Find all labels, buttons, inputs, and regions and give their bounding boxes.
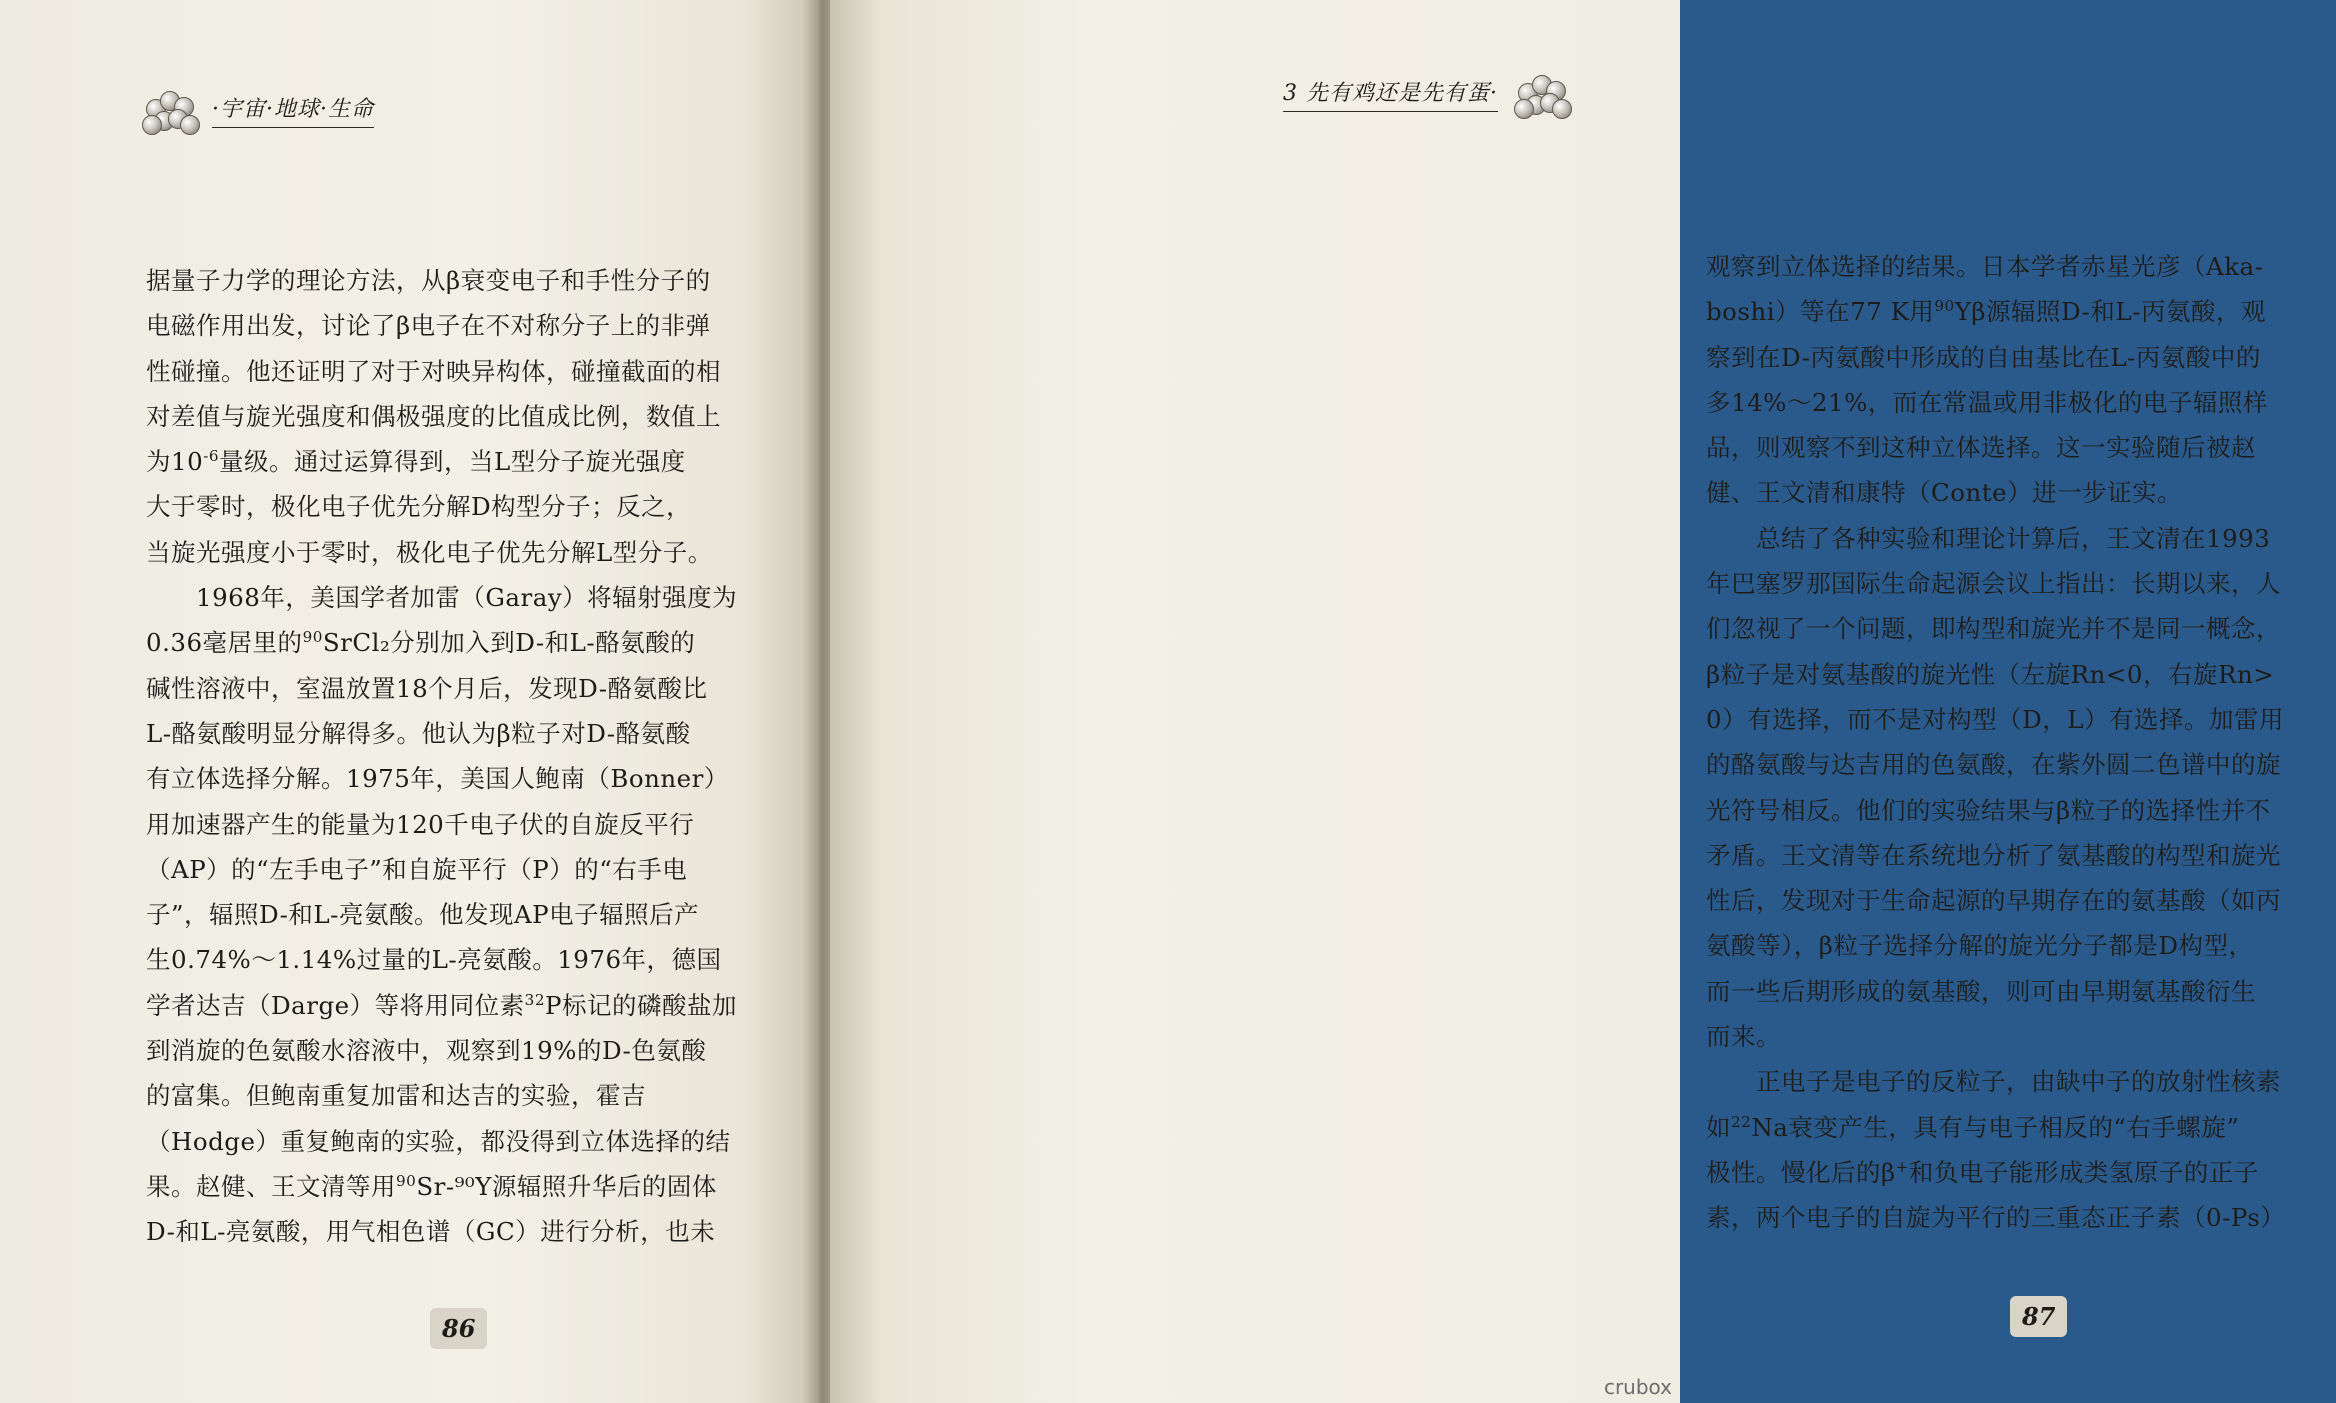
text-line: 对差值与旋光强度和偶极强度的比值成比例，数值上 xyxy=(146,401,721,431)
text-line: 子”，辐照D-和L-亮氨酸。他发现AP电子辐照后产 xyxy=(146,900,700,930)
text-line: 如$^{22}$Na衰变产生，具有与电子相反的“右手螺旋” xyxy=(1706,1112,2240,1142)
text-line: 健、王文清和康特（Conte）进一步证实。 xyxy=(1706,478,2183,508)
text-line: 果。赵健、王文清等用$^{90}$Sr-⁹⁰Y源辐照升华后的固体 xyxy=(146,1171,717,1201)
text-line: boshi）等在77 K用$^{90}$Yβ源辐照D-和L-丙氨酸，观 xyxy=(1706,297,2266,327)
right-page-header xyxy=(1283,64,1570,124)
left-page-header xyxy=(140,80,374,140)
text-line: 性后，发现对于生命起源的早期存在的氨基酸（如丙 xyxy=(1706,886,2281,916)
text-line: 当旋光强度小于零时，极化电子优先分解L型分子。 xyxy=(146,537,713,567)
text-line: 总结了各种实验和理论计算后，王文清在1993 xyxy=(1756,523,2271,553)
right-page xyxy=(830,0,2286,1403)
text-line: 素，两个电子的自旋为平行的三重态正子素（0-Ps） xyxy=(1706,1203,2286,1233)
text-line: 电磁作用出发，讨论了β电子在不对称分子上的非弹 xyxy=(146,311,711,341)
text-line: （Hodge）重复鲍南的实验，都没得到立体选择的结 xyxy=(146,1126,731,1156)
text-line: （AP）的“左手电子”和自旋平行（P）的“右手电 xyxy=(146,854,688,884)
molecule-ornament-icon xyxy=(140,83,198,137)
text-line: 品，则观察不到这种立体选择。这一实验随后被赵 xyxy=(1706,433,2256,463)
text-line: 极性。慢化后的β+和负电子能形成类氢原子的正子 xyxy=(1706,1157,2259,1187)
text-line: 0.36毫居里的$^{90}$SrCl₂分别加入到D-和L-酪氨酸的 xyxy=(146,628,696,658)
page-number: 87 xyxy=(2010,1296,2067,1337)
text-line: 学者达吉（Darge）等将用同位素$^{32}$P标记的磷酸盐加 xyxy=(146,990,737,1020)
text-line: 的富集。但鲍南重复加雷和达吉的实验，霍吉 xyxy=(146,1081,646,1111)
text-line: 碱性溶液中，室温放置18个月后，发现D-酪氨酸比 xyxy=(146,673,708,703)
text-line: 多14%～21%，而在常温或用非极化的电子辐照样 xyxy=(1706,387,2268,417)
text-line: 正电子是电子的反粒子，由缺中子的放射性核素 xyxy=(1756,1067,2281,1097)
text-line: 而来。 xyxy=(1706,1022,1781,1052)
text-line: 1968年，美国学者加雷（Garay）将辐射强度为 xyxy=(196,583,738,613)
page-number: 86 xyxy=(430,1308,487,1349)
text-line: 观察到立体选择的结果。日本学者赤星光彦（Aka- xyxy=(1706,252,2264,281)
text-line: D-和L-亮氨酸，用气相色谱（GC）进行分析，也未 xyxy=(146,1217,716,1247)
right-body-text xyxy=(1706,244,2336,1241)
text-line: 用加速器产生的能量为120千电子伏的自旋反平行 xyxy=(146,809,695,839)
left-page xyxy=(0,0,810,1403)
left-body-text xyxy=(146,258,766,1255)
text-line: 光符号相反。他们的实验结果与β粒子的选择性并不 xyxy=(1706,795,2271,825)
running-header: ·宇宙·地球·生命 xyxy=(212,92,374,128)
text-line: L-酪氨酸明显分解得多。他认为β粒子对D-酪氨酸 xyxy=(146,718,691,748)
text-line: 有立体选择分解。1975年，美国人鲍南（Bonner） xyxy=(146,764,729,794)
text-line: 而一些后期形成的氨基酸，则可由早期氨基酸衍生 xyxy=(1706,976,2256,1006)
text-line: 0）有选择，而不是对构型（D，L）有选择。加雷用 xyxy=(1706,704,2284,734)
text-line: 年巴塞罗那国际生命起源会议上指出：长期以来，人 xyxy=(1706,569,2281,599)
text-line: β粒子是对氨基酸的旋光性（左旋Rn<0，右旋Rn> xyxy=(1706,659,2275,689)
text-line: 为$10^{-6}$量级。通过运算得到，当L型分子旋光强度 xyxy=(146,447,686,477)
text-line: 矛盾。王文清等在系统地分析了氨基酸的构型和旋光 xyxy=(1706,840,2281,870)
text-line: 察到在D-丙氨酸中形成的自由基比在L-丙氨酸中的 xyxy=(1706,342,2261,372)
molecule-ornament-icon xyxy=(1512,67,1570,121)
text-line: 们忽视了一个问题，即构型和旋光并不是同一概念， xyxy=(1706,614,2281,644)
text-line: 性碰撞。他还证明了对于对映异构体，碰撞截面的相 xyxy=(146,356,721,386)
text-line: 据量子力学的理论方法，从β衰变电子和手性分子的 xyxy=(146,266,711,295)
text-line: 氨酸等），β粒子选择分解的旋光分子都是D构型， xyxy=(1706,931,2254,961)
text-line: 生0.74%～1.14%过量的L-亮氨酸。1976年，德国 xyxy=(146,945,722,975)
watermark: crubox xyxy=(1603,1375,1672,1399)
text-line: 到消旋的色氨酸水溶液中，观察到19%的D-色氨酸 xyxy=(146,1036,707,1066)
text-line: 大于零时，极化电子优先分解D构型分子；反之， xyxy=(146,492,692,522)
running-header: 3 先有鸡还是先有蛋· xyxy=(1283,76,1498,112)
text-line: 的酪氨酸与达吉用的色氨酸，在紫外圆二色谱中的旋 xyxy=(1706,750,2281,780)
